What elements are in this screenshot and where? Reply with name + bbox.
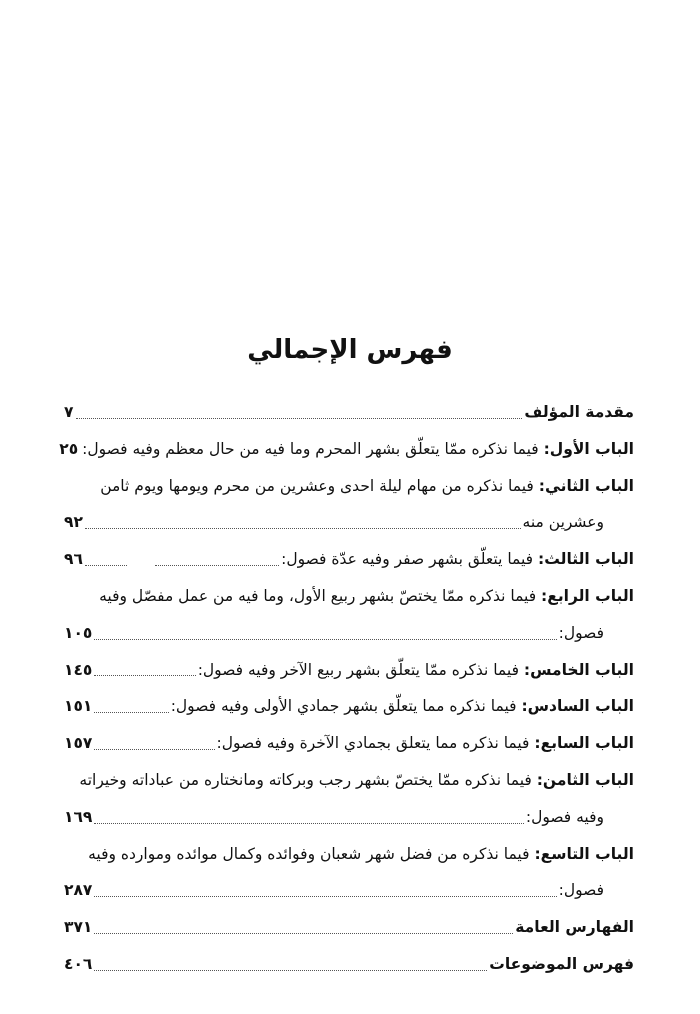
toc-entry-heading: الباب الخامس: bbox=[523, 660, 634, 679]
toc-entry-text: فيما نذكره مما يتعلّق بشهر جمادي الأولى وفيه فصول: bbox=[170, 697, 522, 716]
toc-entry-chapter-9[interactable] bbox=[64, 836, 634, 873]
toc-entry-continuation: وفيه فصول: bbox=[525, 807, 604, 826]
toc-entry-chapter-7[interactable] bbox=[64, 725, 634, 762]
toc-entry-text: فيما نذكره ممّا يتعلّق بشهر المحرم وما فيه من حال معظم وفيه فصول: bbox=[82, 439, 544, 458]
toc-entry-text: فيما نذكره مما يتعلق بجمادي الآخرة وفيه فصول: bbox=[216, 734, 535, 753]
toc-entry-text: فيما يتعلّق بشهر صفر وفيه عدّة فصول: bbox=[281, 550, 539, 569]
toc-entry-chapter-2[interactable] bbox=[64, 468, 634, 505]
toc-page-number: ٢٥ bbox=[59, 439, 79, 458]
toc-page-number: ٢٨٧ bbox=[64, 881, 93, 900]
toc-entry-heading: الباب الثامن: bbox=[536, 770, 634, 789]
toc-entry-heading: الباب السادس: bbox=[521, 697, 634, 716]
toc-page-number: ٤٠٦ bbox=[64, 954, 93, 973]
toc-entry-continuation: فصول: bbox=[558, 881, 604, 900]
toc-entry-heading: الباب الثاني: bbox=[538, 476, 634, 495]
toc-page-number: ٧ bbox=[64, 403, 74, 421]
toc-entry-chapter-1[interactable] bbox=[59, 431, 634, 468]
toc-entry-chapter-3[interactable] bbox=[64, 541, 634, 578]
toc-entry-chapter-4-continuation[interactable] bbox=[64, 615, 634, 652]
toc-entry-chapter-6[interactable] bbox=[64, 688, 634, 725]
toc-entry-heading: الفهارس العامة bbox=[515, 918, 634, 937]
toc-entry-topics-index[interactable] bbox=[64, 946, 634, 983]
page-title: فهرس الإجمالي bbox=[247, 335, 453, 365]
toc-entry-text: فيما نذكره ممّا يتعلّق بشهر ربيع الآخر وفيه فصول: bbox=[197, 660, 524, 679]
dot-leader bbox=[155, 565, 279, 566]
toc-entry-heading: الباب الأول: bbox=[543, 439, 634, 458]
dot-leader bbox=[94, 933, 513, 934]
toc-page-number: ٣٧١ bbox=[64, 918, 93, 937]
toc-entry-introduction[interactable] bbox=[64, 394, 634, 431]
table-of-contents bbox=[59, 394, 634, 983]
toc-page-number: ١٥١ bbox=[64, 697, 93, 716]
toc-entry-chapter-4[interactable] bbox=[64, 578, 634, 615]
toc-entry-heading: الباب الثالث: bbox=[538, 550, 634, 569]
toc-page-number: ١٦٩ bbox=[64, 807, 93, 826]
toc-entry-continuation: فصول: bbox=[558, 623, 604, 642]
toc-entry-chapter-5[interactable] bbox=[64, 652, 634, 689]
toc-page-number: ٩٢ bbox=[64, 513, 83, 532]
toc-entry-chapter-9-continuation[interactable] bbox=[64, 872, 634, 909]
toc-entry-general-indexes[interactable] bbox=[64, 909, 634, 946]
dot-leader bbox=[85, 565, 127, 566]
dot-leader bbox=[94, 823, 523, 824]
toc-page-number: ١٥٧ bbox=[64, 734, 93, 753]
toc-entry-text: فيما نذكره ممّا يختصّ بشهر ربيع الأول، وما فيه من عمل مفصّل وفيه bbox=[99, 586, 542, 605]
dot-leader bbox=[94, 896, 556, 897]
toc-entry-text: فيما نذكره ممّا يختصّ بشهر رجب وبركاته ومانختاره من عباداته وخيراته bbox=[79, 770, 537, 789]
dot-leader bbox=[94, 749, 214, 750]
toc-page-number: ١٤٥ bbox=[64, 660, 93, 679]
dot-leader bbox=[76, 418, 522, 419]
toc-entry-chapter-2-continuation[interactable] bbox=[64, 504, 634, 541]
toc-page-number: ١٠٥ bbox=[64, 623, 93, 642]
toc-entry-heading: الباب التاسع: bbox=[534, 844, 634, 863]
dot-leader bbox=[85, 528, 521, 529]
toc-entry-text: فيما نذكره من فضل شهر شعبان وفوائده وكمال موائده وموارده وفيه bbox=[88, 844, 535, 863]
toc-entry-chapter-8-continuation[interactable] bbox=[64, 799, 634, 836]
toc-entry-continuation: وعشرين منه bbox=[522, 513, 604, 532]
toc-entry-heading: الباب الرابع: bbox=[541, 586, 634, 605]
toc-entry-heading: مقدمة المؤلف bbox=[524, 403, 634, 421]
toc-entry-heading: فهرس الموضوعات bbox=[489, 954, 634, 973]
dot-leader bbox=[94, 639, 556, 640]
toc-page-number: ٩٦ bbox=[64, 550, 83, 569]
toc-entry-chapter-8[interactable] bbox=[64, 762, 634, 799]
toc-entry-text: فيما نذكره من مهام ليلة احدى وعشرين من محرم ويومها ويوم ثامن bbox=[100, 476, 539, 495]
dot-leader bbox=[94, 712, 168, 713]
dot-leader bbox=[94, 970, 487, 971]
toc-entry-heading: الباب السابع: bbox=[534, 734, 634, 753]
dot-leader bbox=[94, 675, 195, 676]
